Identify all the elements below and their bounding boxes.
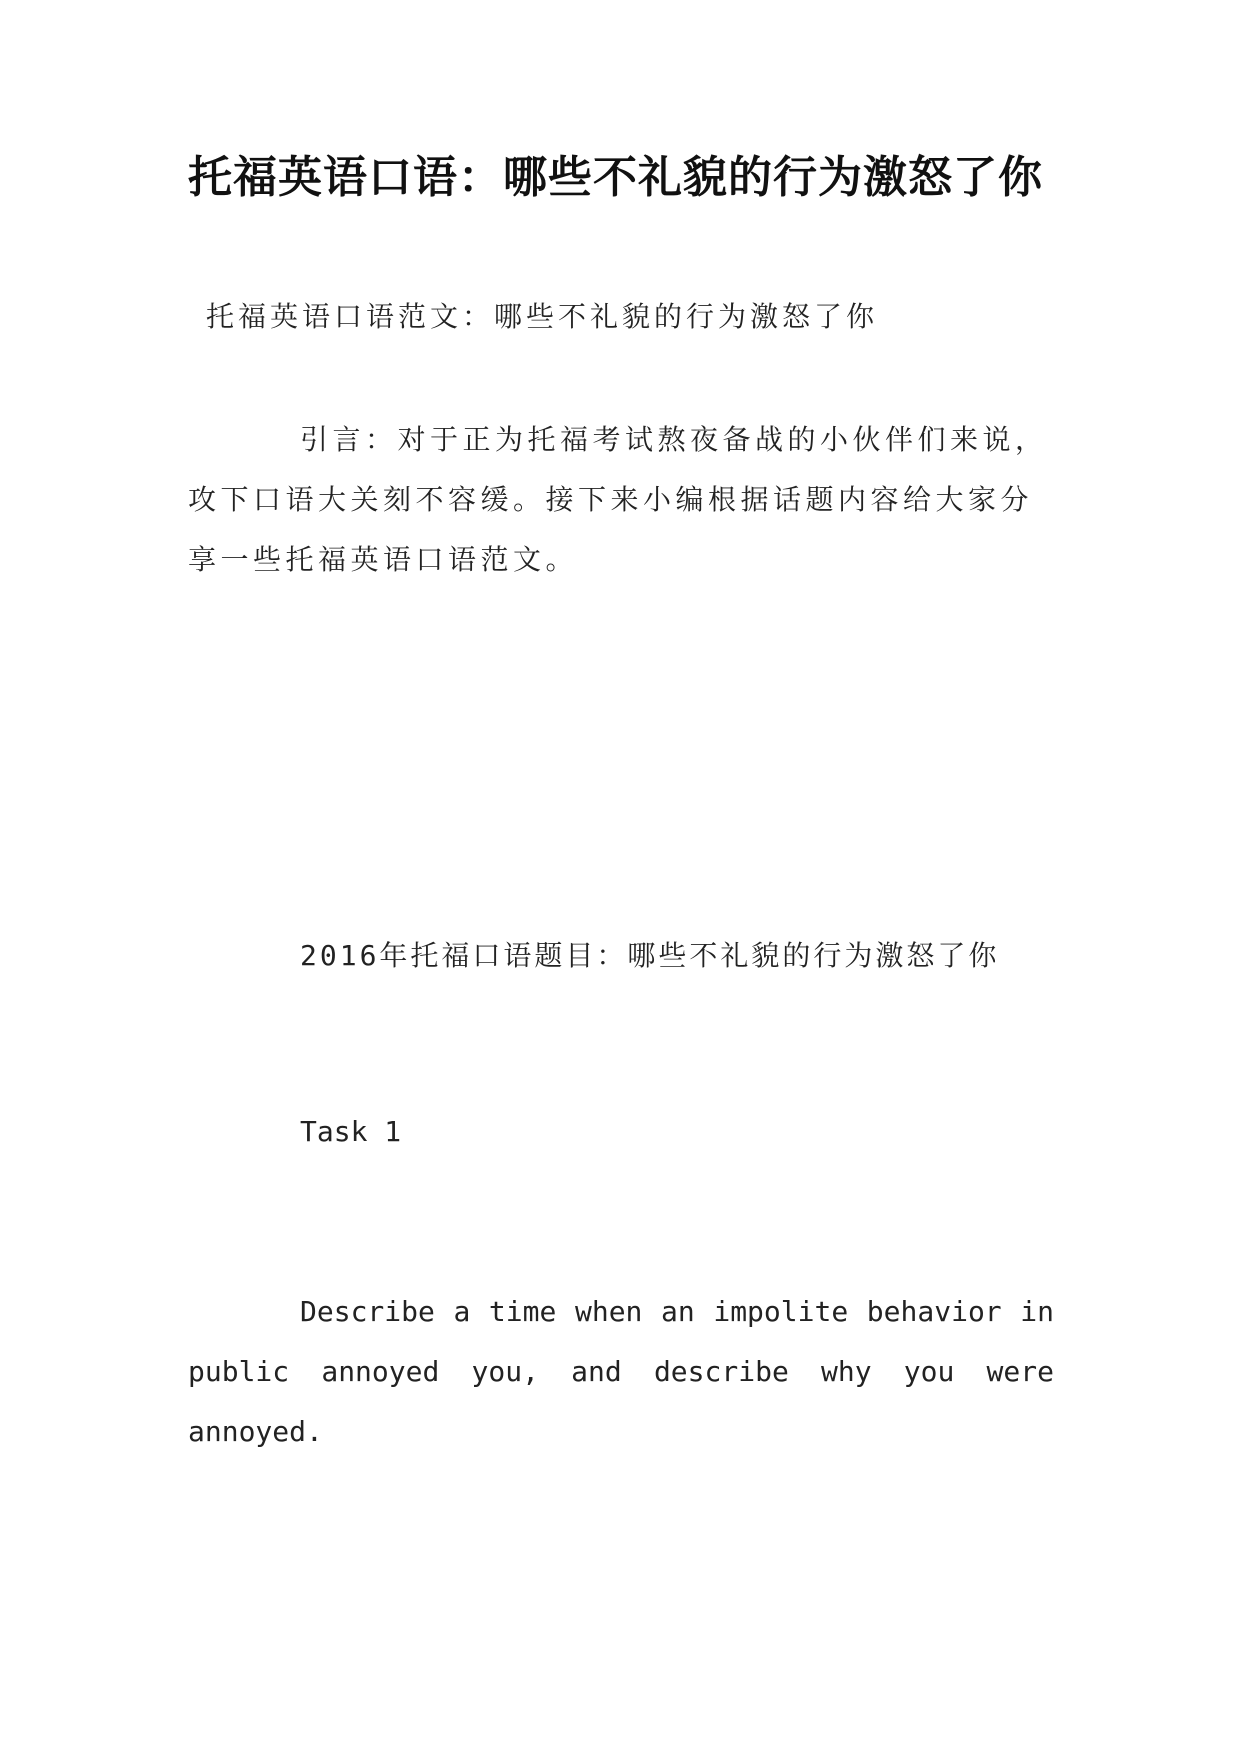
intro-paragraph: 引言：对于正为托福考试熬夜备战的小伙伴们来说，攻下口语大关刻不容缓。接下来小编根据话题内容给大家分享一些托福英语口语范文。 [188, 423, 1048, 576]
task-label: Task 1 [300, 1115, 402, 1148]
task-prompt-paragraph: Describe a time when an impolite behavior in public annoyed you, and describe why you were annoyed. [188, 1295, 1054, 1448]
subtitle-line: 托福英语口语范文：哪些不礼貌的行为激怒了你 [206, 300, 879, 333]
page-title: 托福英语口语：哪些不礼貌的行为激怒了你 [188, 152, 1043, 203]
topic-heading: 2016年托福口语题目：哪些不礼貌的行为激怒了你 [300, 939, 1000, 972]
